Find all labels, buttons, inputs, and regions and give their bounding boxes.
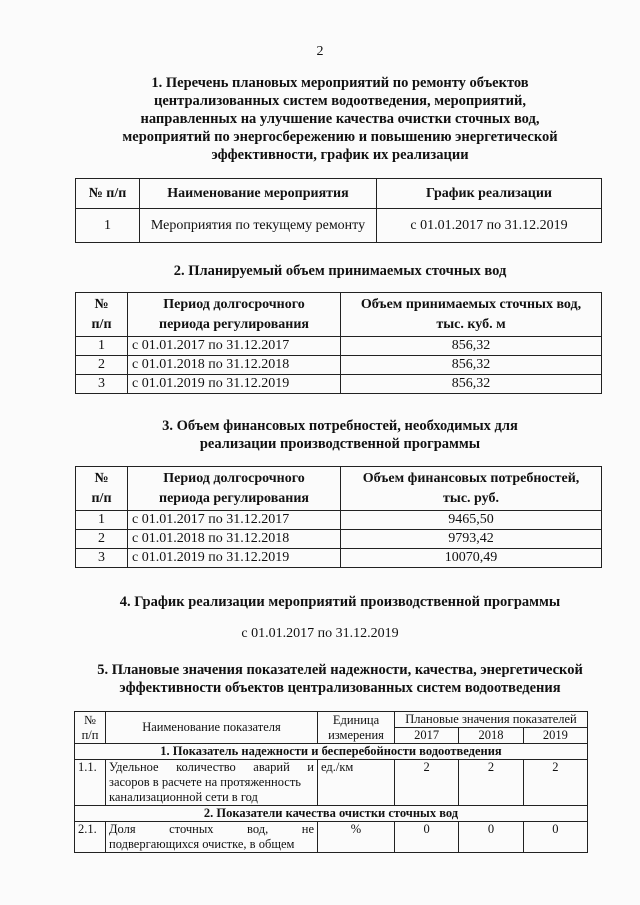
- col-header-num: № п/п: [76, 467, 128, 511]
- col-header-schedule: График реализации: [377, 179, 602, 209]
- section3-table: [75, 466, 602, 568]
- col-header-volume: Объем принимаемых сточных вод, тыс. куб. м: [341, 293, 602, 337]
- col-header-planned: Плановые значения показателей: [395, 712, 588, 728]
- col-header-period: Период долгосрочного периода регулирования: [128, 293, 341, 337]
- row-value: 856,32: [341, 337, 602, 356]
- col-header-indicator: Наименование показателя: [106, 712, 318, 744]
- table-row: [76, 356, 602, 375]
- row-value: 0: [459, 822, 523, 853]
- row-period: с 01.01.2019 по 31.12.2019: [128, 549, 341, 568]
- row-value: 2: [459, 760, 523, 806]
- col-header-num: № п/п: [76, 179, 140, 209]
- row-value: 10070,49: [341, 549, 602, 568]
- col-header-period: Период долгосрочного периода регулирования: [128, 467, 341, 511]
- section4-title: 4. График реализации мероприятий производственной программы: [119, 594, 561, 610]
- section3-title: 3. Объем финансовых потребностей, необходимых для реализации производственной программы: [162, 418, 518, 452]
- table-row: [76, 375, 602, 394]
- table-row: [76, 337, 602, 356]
- table-row: [76, 511, 602, 530]
- section1-title-line: мероприятий по энергосбережению и повышению энергетической: [122, 129, 558, 145]
- col-header-unit: Единица измерения: [318, 712, 395, 744]
- page-number: 2: [316, 44, 324, 59]
- section5-table: [74, 711, 588, 853]
- section1-title-line: эффективности, график их реализации: [211, 147, 469, 163]
- row-num: 1: [76, 511, 128, 530]
- row-name: Мероприятия по текущему ремонту: [140, 209, 377, 243]
- table-row: [75, 760, 588, 806]
- row-unit: ед./км: [318, 760, 395, 806]
- row-num: 1: [76, 209, 140, 243]
- row-num: 2.1.: [75, 822, 106, 853]
- col-header-num: № п/п: [75, 712, 106, 744]
- row-value: 9465,50: [341, 511, 602, 530]
- section4-period: с 01.01.2017 по 31.12.2019: [241, 626, 399, 641]
- row-value: 2: [523, 760, 587, 806]
- row-num: 3: [76, 549, 128, 568]
- row-num: 3: [76, 375, 128, 394]
- row-unit: %: [318, 822, 395, 853]
- table-row: [76, 209, 602, 243]
- row-value: 856,32: [341, 356, 602, 375]
- row-period: с 01.01.2019 по 31.12.2019: [128, 375, 341, 394]
- row-period: с 01.01.2018 по 31.12.2018: [128, 356, 341, 375]
- row-indicator: Удельное количество аварий и засоров в расчете на протяженность канализационной сети в год: [106, 760, 318, 806]
- row-num: 1.1.: [75, 760, 106, 806]
- row-value: 0: [395, 822, 459, 853]
- table-row: [76, 530, 602, 549]
- row-period: с 01.01.2018 по 31.12.2018: [128, 530, 341, 549]
- section1-table: [75, 178, 602, 243]
- group-header: 1. Показатель надежности и бесперебойности водоотведения: [75, 744, 588, 760]
- row-value: 0: [523, 822, 587, 853]
- col-header-finance: Объем финансовых потребностей, тыс. руб.: [341, 467, 602, 511]
- section1-title-line: централизованных систем водоотведения, мероприятий,: [154, 93, 526, 109]
- section1-title-line: направленных на улучшение качества очистки сточных вод,: [140, 111, 540, 127]
- col-header-year: 2019: [523, 728, 587, 744]
- row-value: 856,32: [341, 375, 602, 394]
- col-header-year: 2018: [459, 728, 523, 744]
- col-header-name: Наименование мероприятия: [140, 179, 377, 209]
- row-indicator: Доля сточных вод, не подвергающихся очистке, в общем: [106, 822, 318, 853]
- group-header: 2. Показатели качества очистки сточных вод: [75, 806, 588, 822]
- section2-table: [75, 292, 602, 394]
- section2-title: 2. Планируемый объем принимаемых сточных вод: [173, 263, 507, 279]
- row-num: 1: [76, 337, 128, 356]
- table-row: [76, 549, 602, 568]
- row-value: 9793,42: [341, 530, 602, 549]
- row-num: 2: [76, 356, 128, 375]
- table-row: [75, 822, 588, 853]
- row-value: 2: [395, 760, 459, 806]
- section1-title: [60, 74, 620, 164]
- col-header-num: № п/п: [76, 293, 128, 337]
- row-period: с 01.01.2017 по 31.12.2017: [128, 511, 341, 530]
- section1-title-line: 1. Перечень плановых мероприятий по ремонту объектов: [151, 75, 529, 91]
- section5-title: 5. Плановые значения показателей надежности, качества, энергетической эффективности объектов централизованных систем водоотведения: [97, 662, 583, 696]
- col-header-year: 2017: [395, 728, 459, 744]
- row-schedule: с 01.01.2017 по 31.12.2019: [377, 209, 602, 243]
- row-period: с 01.01.2017 по 31.12.2017: [128, 337, 341, 356]
- row-num: 2: [76, 530, 128, 549]
